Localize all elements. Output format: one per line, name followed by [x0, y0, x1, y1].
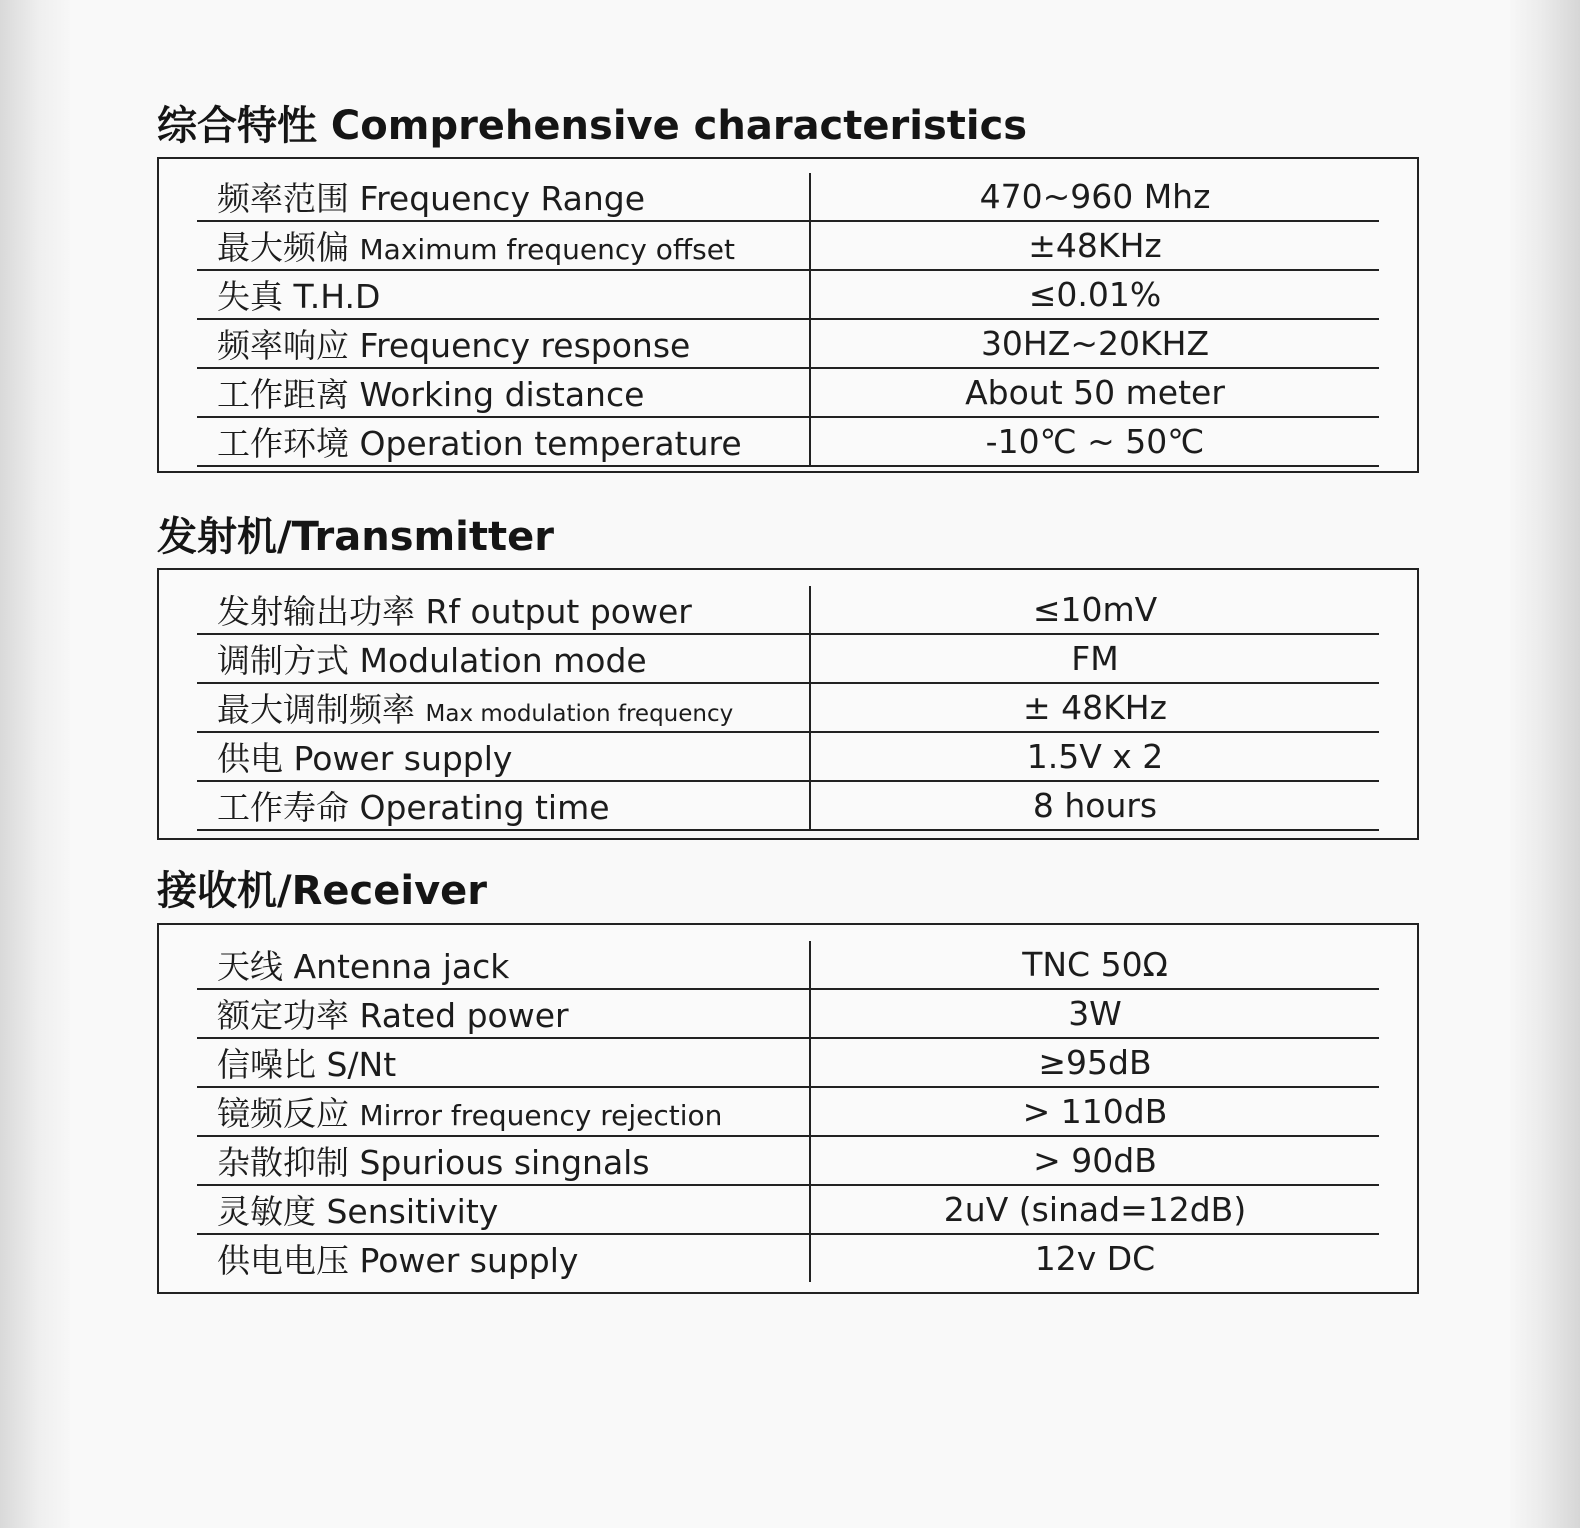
table-row — [197, 586, 1379, 634]
spec-label-en: Mirror frequency rejection — [359, 1099, 723, 1132]
spec-label: 供电 Power supply — [197, 732, 810, 781]
table-row — [197, 989, 1379, 1038]
spec-label: 频率响应 Frequency response — [197, 319, 810, 368]
spec-value: > 110dB — [810, 1087, 1379, 1136]
spec-value: > 90dB — [810, 1136, 1379, 1185]
spec-label: 供电电压 Power supply — [197, 1234, 810, 1282]
spec-value: TNC 50Ω — [810, 941, 1379, 989]
spec-label-zh: 镜频反应 — [217, 1094, 349, 1133]
section-title-transmitter: 发射机/Transmitter — [157, 514, 554, 560]
spec-label — [197, 1087, 810, 1136]
spec-label: 失真 T.H.D — [197, 270, 810, 319]
spec-label: 频率范围 Frequency Range — [197, 173, 810, 221]
spec-value: 8 hours — [810, 781, 1379, 830]
section-title-comprehensive: 综合特性 Comprehensive characteristics — [157, 103, 1028, 149]
spec-value: 470~960 Mhz — [810, 173, 1379, 221]
spec-label-zh: 最大频偏 — [217, 228, 349, 267]
spec-value: 30HZ~20KHZ — [810, 319, 1379, 368]
table-row — [197, 1038, 1379, 1087]
table-row — [197, 781, 1379, 830]
spec-value: ≥95dB — [810, 1038, 1379, 1087]
spec-table-comprehensive — [157, 157, 1419, 473]
table-row — [197, 1185, 1379, 1234]
spec-table-receiver — [157, 923, 1419, 1294]
table-row — [197, 732, 1379, 781]
spec-value: 1.5V x 2 — [810, 732, 1379, 781]
spec-label: 杂散抑制 Spurious singnals — [197, 1136, 810, 1185]
table-row — [197, 221, 1379, 270]
table-row — [197, 368, 1379, 417]
table-row — [197, 683, 1379, 732]
spec-value: 12v DC — [1034, 1239, 1156, 1278]
spec-label: 信噪比 S/Nt — [197, 1038, 810, 1087]
spec-value: ±48KHz — [810, 221, 1379, 270]
spec-label-zh: 最大调制频率 — [217, 690, 415, 729]
spec-label: 额定功率 Rated power — [197, 989, 810, 1038]
spec-value: About 50 meter — [810, 368, 1379, 417]
spec-value: ± 48KHz — [810, 683, 1379, 732]
spec-table-transmitter — [157, 568, 1419, 840]
table-row — [197, 319, 1379, 368]
table-row — [197, 270, 1379, 319]
spec-label-en: Max modulation frequency — [425, 701, 734, 727]
spec-label: 工作寿命 Operating time — [197, 781, 810, 830]
spec-value: FM — [810, 634, 1379, 683]
spec-label: 灵敏度 Sensitivity — [197, 1185, 810, 1234]
spec-value: -10℃ ~ 50℃ — [810, 417, 1379, 466]
spec-label: 工作距离 Working distance — [197, 368, 810, 417]
spec-label: 调制方式 Modulation mode — [197, 634, 810, 683]
table-row — [197, 1087, 1379, 1136]
spec-label: 发射输出功率 Rf output power — [197, 586, 810, 634]
spec-value: ≤10mV — [810, 586, 1379, 634]
table-row — [197, 1136, 1379, 1185]
table-row — [197, 417, 1379, 466]
spec-value: 2uV (sinad=12dB) — [810, 1185, 1379, 1234]
spec-value: ≤0.01% — [810, 270, 1379, 319]
spec-label-en: Maximum frequency offset — [359, 233, 735, 266]
spec-label — [197, 683, 810, 732]
table-row — [197, 634, 1379, 683]
table-row — [197, 941, 1379, 989]
spec-label: 天线 Antenna jack — [197, 941, 810, 989]
spec-value: 3W — [810, 989, 1379, 1038]
spec-label — [197, 221, 810, 270]
spec-label: 工作环境 Operation temperature — [197, 417, 810, 466]
section-title-receiver: 接收机/Receiver — [157, 868, 488, 914]
table-row — [197, 173, 1379, 221]
table-row — [197, 1234, 1379, 1282]
